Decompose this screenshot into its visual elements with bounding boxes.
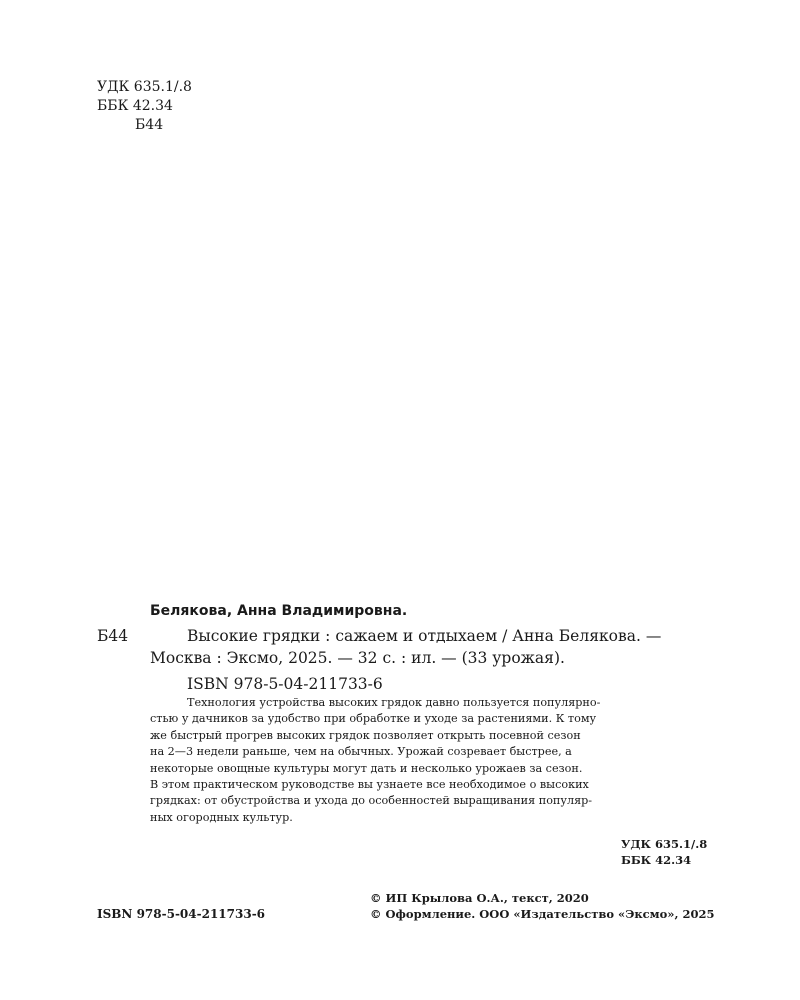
annotation-line: некоторые овощные культуры могут дать и несколько урожаев за сезон. [150,761,583,775]
footer-isbn: ISBN 978-5-04-211733-6 [97,907,266,921]
top-bbk: ББК 42.34 [97,98,173,114]
record-author-mark: Б44 [97,627,129,645]
top-udk: УДК 635.1/.8 [97,79,192,95]
annotation-line: ных огородных культур. [150,810,293,824]
annotation-line: грядках: от обустройства и ухода до особенностей выращивания популяр- [150,794,593,808]
annotation-line: же быстрый прогрев высоких грядок позволяет открыть посевной сезон [150,728,581,742]
record-bbk: ББК 42.34 [621,853,692,867]
annotation-line: В этом практическом руководстве вы узнаете все необходимое о высоких [150,778,589,792]
annotation-line: на 2—3 недели раньше, чем на обычных. Урожай созревает быстрее, а [150,745,572,759]
annotation-line: Технология устройства высоких грядок давно пользуется популярно- [187,696,601,709]
record-isbn: ISBN 978-5-04-211733-6 [187,675,383,693]
footer-copyright-text: © ИП Крылова О.А., текст, 2020 [370,891,589,905]
top-author-mark: Б44 [135,117,164,133]
annotation-line: стью у дачников за удобство при обработке и уходе за растениями. К тому [150,712,597,726]
record-title-line1: Высокие грядки : сажаем и отдыхаем / Анна Белякова. — [187,627,662,645]
record-annotation [150,695,705,826]
record-author: Белякова, Анна Владимировна. [150,603,408,619]
record-udk: УДК 635.1/.8 [621,837,708,851]
record-title-line2: Москва : Эксмо, 2025. — 32 с. : ил. — (33 урожая). [150,649,565,667]
footer-copyright-design: © Оформление. ООО «Издательство «Эксмо», 2025 [370,907,715,921]
